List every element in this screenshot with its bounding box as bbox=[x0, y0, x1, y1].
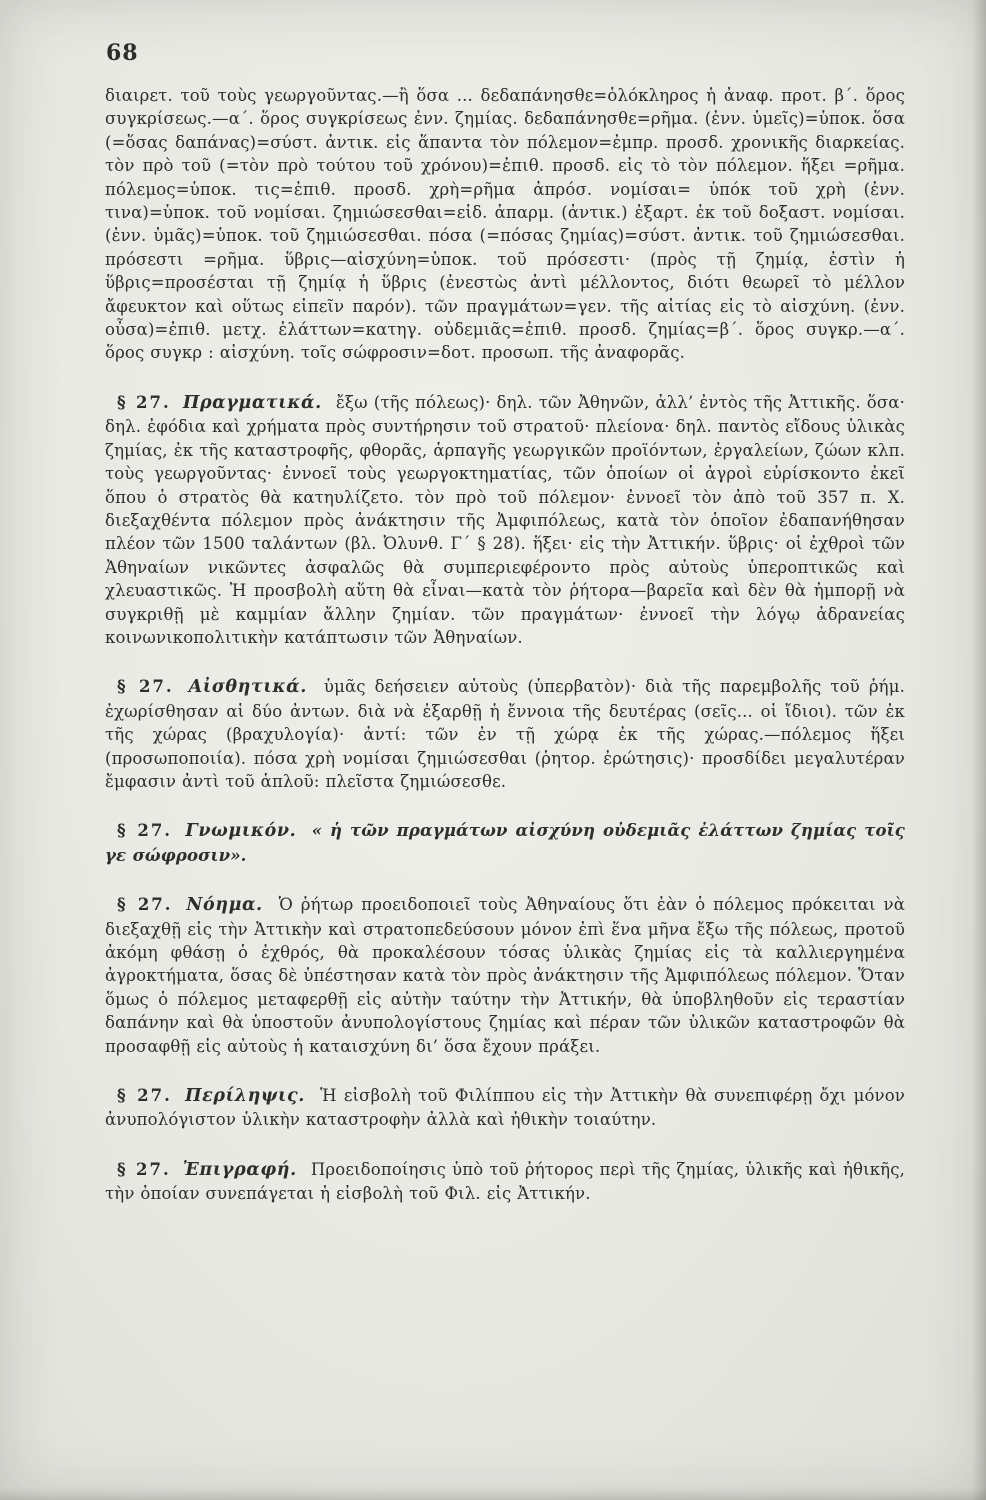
section-body: ὑμᾶς δεήσειεν αὐτοὺς (ὑπερβατὸν)· διὰ τῆς παρεμβολῆς τοῦ ῥήμ. ἐχωρίσθησαν αἱ δύο ἀντων. διὰ νὰ ἐξαρθῇ ἡ ἔννοια τῆς δευτέρας (σεῖς... οἱ ἴδιοι). τῶν ἐκ τῆς χώρας (βραχυλογία)· ἀντί: τῶν ἐν τῇ χώρᾳ ἐκ τῆς χώρας.—πόλεμος ἥξει (προσωποποιία). πόσα χρὴ νομίσαι ζημιώσεσθαι (ῥητορ. ἐρώτησις)· προσδίδει μεγαλυτέραν ἔμφασιν ἀντὶ τοῦ ἁπλοῦ: πλεῖστα ζημιώσεσθε. bbox=[105, 677, 905, 791]
grammar-analysis-paragraph: διαιρετ. τοῦ τοὺς γεωργοῦντας.—ἢ ὅσα ... δεδαπάνησθε=ὁλόκληρος ἡ ἀναφ. προτ. β΄. ὅρος συγκρίσεως.—α΄. ὅρος συγκρίσεως ἐνν. ζημίας. δεδαπάνησθε=ρῆμα. (ἐνν. ὑμεῖς)=ὑποκ. ὅσα (=ὅσας δαπάνας)=σύστ. ἀντικ. εἰς ἅπαντα τὸν πόλεμον=ἐμπρ. προσδ. χρονικῆς διαρκείας. τὸν πρὸ τοῦ (=τὸν πρὸ τούτου τοῦ χρόνου)=ἐπιθ. προσδ. εἰς τὸ τὸν πόλεμον. ἥξει =ρῆμα. πόλεμος=ὑποκ. τις=ἐπιθ. προσδ. χρὴ=ρῆμα ἀπρόσ. νομίσαι= ὑπόκ τοῦ χρὴ (ἐνν. τινα)=ὑποκ. τοῦ νομίσαι. ζημιώσεσθαι=εἰδ. ἀπαρμ. (ἀντικ.) ἐξαρτ. ἐκ τοῦ δοξαστ. νομίσαι. (ἐνν. ὑμᾶς)=ὑποκ. τοῦ ζημιώσεσθαι. πόσα (=πόσας ζημίας)=σύστ. ἀντικ. τοῦ ζημιώσεσθαι. πρόσεστι =ρῆμα. ὕβρις—αἰσχύνη=ὑποκ. τοῦ πρόσεστι· (πρὸς τῇ ζημίᾳ, ἐστὶν ἡ ὕβρις=προσέσται τῇ ζημίᾳ ἡ ὕβρις (ἐνεστὼς ἀντὶ μέλλοντος, διότι θεωρεῖ τὸ μέλλον ἄφευκτον καὶ οὕτως εἰπεῖν παρόν). τῶν πραγμάτων=γεν. τῆς αἰτίας εἰς τὸ αἰσχύνη. (ἐνν. οὖσα)=ἐπιθ. μετχ. ἐλάττων=κατηγ. οὐδεμιᾶς=ἐπιθ. προσδ. ζημίας=β΄. ὅρος συγκρ.—α΄. ὅρος συγκρ : αἰσχύνη. τοῖς σώφροσιν=δοτ. προσωπ. τῆς ἀναφορᾶς. bbox=[105, 86, 905, 363]
page-number: 68 bbox=[106, 40, 139, 66]
section-marker: § 27. bbox=[117, 1086, 172, 1106]
section-noima bbox=[105, 893, 905, 1058]
section-heading: Νόημα. bbox=[186, 895, 263, 916]
section-heading: Αἰσθητικά. bbox=[188, 677, 307, 698]
section-epigrafi bbox=[105, 1158, 905, 1206]
scan-edge-shadow-right bbox=[972, 0, 986, 1500]
section-heading: Ἐπιγραφή. bbox=[182, 1159, 297, 1180]
scan-edge-shadow-bottom bbox=[0, 1488, 986, 1500]
section-heading: Γνωμικόν. bbox=[185, 821, 297, 842]
section-perilipsis bbox=[105, 1084, 905, 1132]
section-heading: Πραγματικά. bbox=[182, 392, 322, 413]
section-marker: § 27. bbox=[117, 895, 173, 915]
section-heading: Περίληψις. bbox=[185, 1086, 305, 1107]
section-body: Προειδοποίησις ὑπὸ τοῦ ῥήτορος περὶ τῆς ζημίας, ὑλικῆς καὶ ἠθικῆς, τὴν ὁποίαν συνεπάγεται ἡ εἰσβολὴ τοῦ Φιλ. εἰς Ἀττικήν. bbox=[105, 1159, 905, 1204]
section-body-quote: « ἡ τῶν πραγμάτων αἰσχύνη οὐδεμιᾶς ἐλάττων ζημίας τοῖς γε σώφροσιν». bbox=[105, 821, 905, 865]
section-marker: § 27. bbox=[117, 392, 171, 412]
text-block bbox=[105, 84, 905, 1206]
section-body: Ἡ εἰσβολὴ τοῦ Φιλίππου εἰς τὴν Ἀττικὴν θὰ συνεπιφέρῃ ὄχι μόνον ἀνυπολόγιστον ὑλικὴν καταστροφὴν ἀλλὰ καὶ ἠθικὴν τοιαύτην. bbox=[105, 1086, 905, 1130]
section-pragmatika bbox=[105, 391, 905, 649]
section-marker: § 27. bbox=[117, 677, 174, 697]
section-body: Ὁ ῥήτωρ προειδοποιεῖ τοὺς Ἀθηναίους ὅτι ἐὰν ὁ πόλεμος πρόκειται νὰ διεξαχθῇ εἰς τὴν Ἀττικὴν καὶ στρατοπεδεύσουν μόνον ἐπὶ ἕνα μῆνα ἔξω τῆς πόλεως, προτοῦ ἀκόμη φθάσῃ ὁ ἐχθρός, θὰ προκαλέσουν τόσας ὑλικὰς ζημίας εἰς τὰ καλλιεργημένα ἀγροκτήματα, ὅσας δὲ ὑπέστησαν κατὰ τὸν πρὸς ἀνάκτησιν τῆς Ἀμφιπόλεως πόλεμον. Ὅταν ὅμως ὁ πόλεμος μεταφερθῇ εἰς αὐτὴν ταύτην τὴν Ἀττικήν, θὰ ὑποβληθοῦν εἰς τεραστίαν δαπάνην καὶ θὰ ὑποστοῦν ἀνυπολογίστους ζημίας καὶ πέραν τῶν ὑλικῶν καταστροφῶν θὰ προσαφθῇ εἰς αὐτοὺς ἡ καταισχύνη δι’ ὅσα ἔχουν πράξει. bbox=[105, 895, 905, 1056]
section-aisthitika bbox=[105, 675, 905, 793]
section-gnomikon bbox=[105, 819, 905, 867]
section-marker: § 27. bbox=[117, 1159, 171, 1179]
section-body: ἔξω (τῆς πόλεως)· δηλ. τῶν Ἀθηνῶν, ἀλλ’ ἐντὸς τῆς Ἀττικῆς. ὅσα· δηλ. ἐφόδια καὶ χρήματα πρὸς συντήρησιν τοῦ στρατοῦ· πλείονα· δηλ. παντὸς εἴδους ὑλικὰς ζημίας, ἐκ τῆς καταστροφῆς, φθορᾶς, ἁρπαγῆς γεωργικῶν προϊόντων, ἐργαλείων, ζώων κλπ. τοὺς γεωργοῦντας· ἐννοεῖ τοὺς γεωργοκτηματίας, τῶν ὁποίων οἱ ἀγροὶ εὑρίσκοντο ἐκεῖ ὅπου ὁ στρατὸς θὰ κατηυλίζετο. τὸν πρὸ τοῦ πόλεμον· ἐννοεῖ τὸν ἀπὸ τοῦ 357 π. Χ. διεξαχθέντα πόλεμον πρὸς ἀνάκτησιν τῆς Ἀμφιπόλεως, κατὰ τὸν ὁποῖον ἐδαπανήθησαν πλέον τῶν 1500 ταλάντων (βλ. Ὀλυνθ. Γ΄ § 28). ἥξει· εἰς τὴν Ἀττικήν. ὕβρις· οἱ ἐχθροὶ τῶν Ἀθηναίων νικῶντες ἀσφαλῶς θὰ συμπεριεφέροντο πρὸς αὐτοὺς ὑπεροπτικῶς καὶ χλευαστικῶς. Ἡ προσβολὴ αὕτη θὰ εἶναι—κατὰ τὸν ῥήτορα—βαρεῖα καὶ δὲν θὰ ἠμπορῇ νὰ συγκριθῇ μὲ καμμίαν ἄλλην ζημίαν. τῶν πραγμάτων· ἐννοεῖ τὴν λόγῳ ἀδρανείας κοινωνικοπολιτικὴν κατάπτωσιν τῶν Ἀθηναίων. bbox=[105, 392, 905, 647]
section-marker: § 27. bbox=[117, 821, 173, 841]
